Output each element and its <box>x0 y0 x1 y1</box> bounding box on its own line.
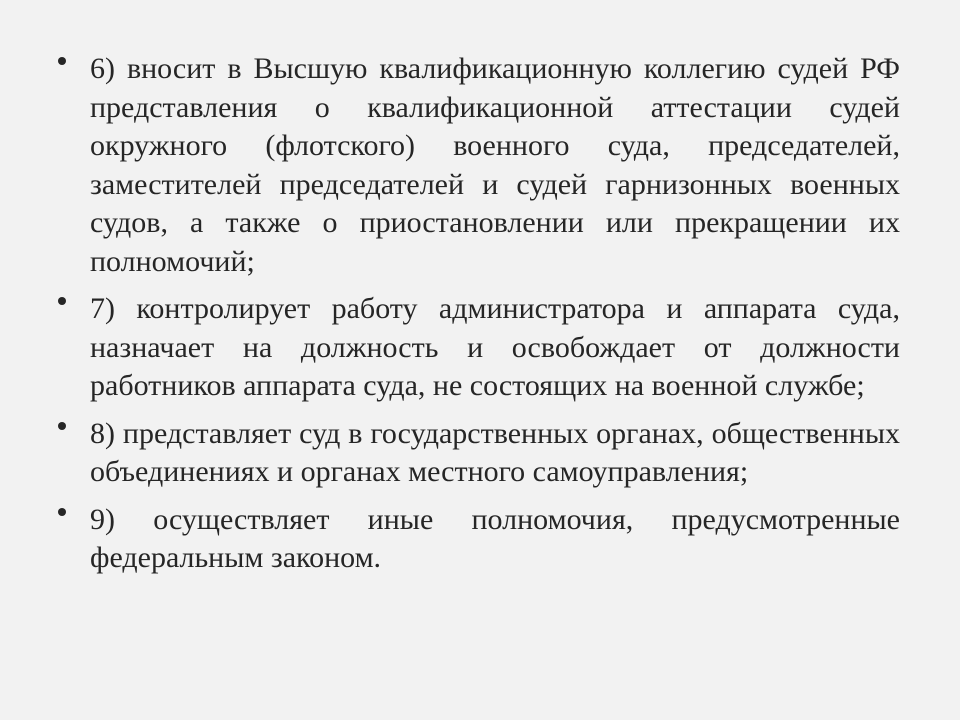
bullet-list <box>58 50 900 587</box>
list-item <box>58 50 900 281</box>
bullet-icon <box>58 57 66 65</box>
list-item <box>58 290 900 406</box>
bullet-icon <box>58 297 66 305</box>
bullet-text: 9) осуществляет иные полномочия, предусмотренные федеральным законом. <box>90 502 900 574</box>
bullet-text: 6) вносит в Высшую квалификационную коллегию судей РФ представления о квалификационной аттестации судей окружного (флотского) военного суда, председателей, заместителей председателей и судей гарнизонных военных судов, а также о приостановлении или прекращении их полномочий; <box>90 52 900 278</box>
list-item <box>58 501 900 578</box>
bullet-text: 7) контролирует работу администратора и аппарата суда, назначает на должность и освобождает от должности работников аппарата суда, не состоящих на военной службе; <box>90 292 900 402</box>
bullet-icon <box>58 508 66 516</box>
bullet-icon <box>58 422 66 430</box>
bullet-text: 8) представляет суд в государственных органах, общественных объединениях и органах местного самоуправления; <box>90 416 900 488</box>
list-item <box>58 415 900 492</box>
